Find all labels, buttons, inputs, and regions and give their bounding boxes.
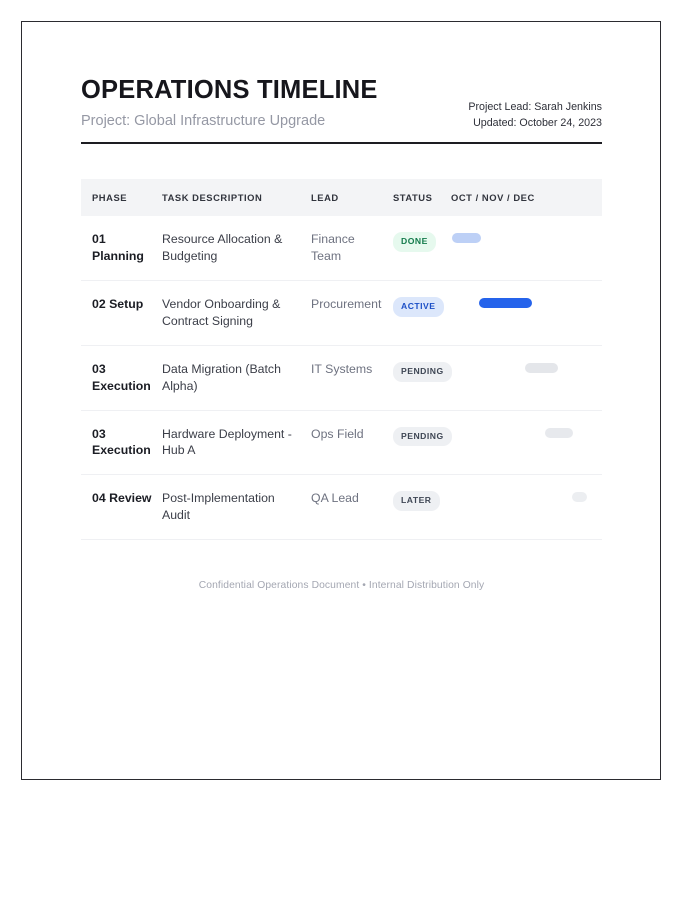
cell-timeline-chart (451, 410, 602, 475)
table-header (81, 179, 602, 216)
status-badge: LATER (393, 491, 440, 511)
document-footer: Confidential Operations Document • Internal Distribution Only (198, 579, 485, 591)
cell-task-description: Hardware Deployment - Hub A (162, 410, 311, 475)
updated-date-line: Updated: October 24, 2023 (473, 117, 602, 130)
table-row[interactable] (81, 345, 602, 410)
gantt-track (451, 298, 602, 308)
status-badge: PENDING (393, 362, 452, 382)
table-row[interactable] (81, 216, 602, 280)
gantt-bar (452, 233, 481, 243)
cell-task-description: Vendor Onboarding & Contract Signing (162, 281, 311, 346)
gantt-track (451, 233, 602, 243)
document-header (81, 76, 602, 144)
cell-timeline-chart (451, 475, 602, 540)
cell-phase: 02 Setup (81, 281, 162, 346)
status-badge: PENDING (393, 427, 452, 447)
column-header-task: TASK DESCRIPTION (162, 179, 311, 216)
gantt-bar (525, 363, 558, 373)
cell-lead: QA Lead (311, 475, 393, 540)
column-header-phase: PHASE (81, 179, 162, 216)
title-block (81, 76, 451, 130)
cell-phase: 03 Execution (81, 410, 162, 475)
table-body (81, 216, 602, 539)
gantt-bar (479, 298, 532, 308)
gantt-track (451, 492, 602, 502)
cell-status (393, 410, 451, 475)
status-badge: DONE (393, 232, 436, 252)
cell-task-description: Resource Allocation & Budgeting (162, 216, 311, 280)
table-row[interactable] (81, 281, 602, 346)
cell-lead: IT Systems (311, 345, 393, 410)
cell-status (393, 345, 451, 410)
cell-task-description: Data Migration (Batch Alpha) (162, 345, 311, 410)
table-row[interactable] (81, 410, 602, 475)
table-row[interactable] (81, 475, 602, 540)
document-meta (468, 99, 602, 132)
cell-timeline-chart (451, 281, 602, 346)
column-header-status: STATUS (393, 179, 451, 216)
cell-phase: 03 Execution (81, 345, 162, 410)
cell-phase: 04 Review (81, 475, 162, 540)
document-page-frame (21, 21, 661, 780)
cell-status (393, 216, 451, 280)
gantt-bar (572, 492, 587, 502)
cell-timeline-chart (451, 345, 602, 410)
page-subtitle: Project: Global Infrastructure Upgrade (81, 113, 326, 130)
timeline-table (81, 179, 602, 539)
cell-task-description: Post-Implementation Audit (162, 475, 311, 540)
gantt-bar (545, 428, 573, 438)
cell-lead: Finance Team (311, 216, 393, 280)
column-header-chart: OCT / NOV / DEC (451, 179, 602, 216)
table-header-row (81, 179, 602, 216)
gantt-track (451, 428, 602, 438)
project-lead-line: Project Lead: Sarah Jenkins (468, 100, 602, 113)
cell-status (393, 475, 451, 540)
cell-lead: Procurement (311, 281, 393, 346)
cell-timeline-chart (451, 216, 602, 280)
cell-status (393, 281, 451, 346)
gantt-track (451, 363, 602, 373)
cell-lead: Ops Field (311, 410, 393, 475)
document-body (81, 76, 602, 591)
page-title: OPERATIONS TIMELINE (81, 76, 378, 104)
column-header-lead: LEAD (311, 179, 393, 216)
status-badge: ACTIVE (393, 297, 444, 317)
cell-phase: 01 Planning (81, 216, 162, 280)
